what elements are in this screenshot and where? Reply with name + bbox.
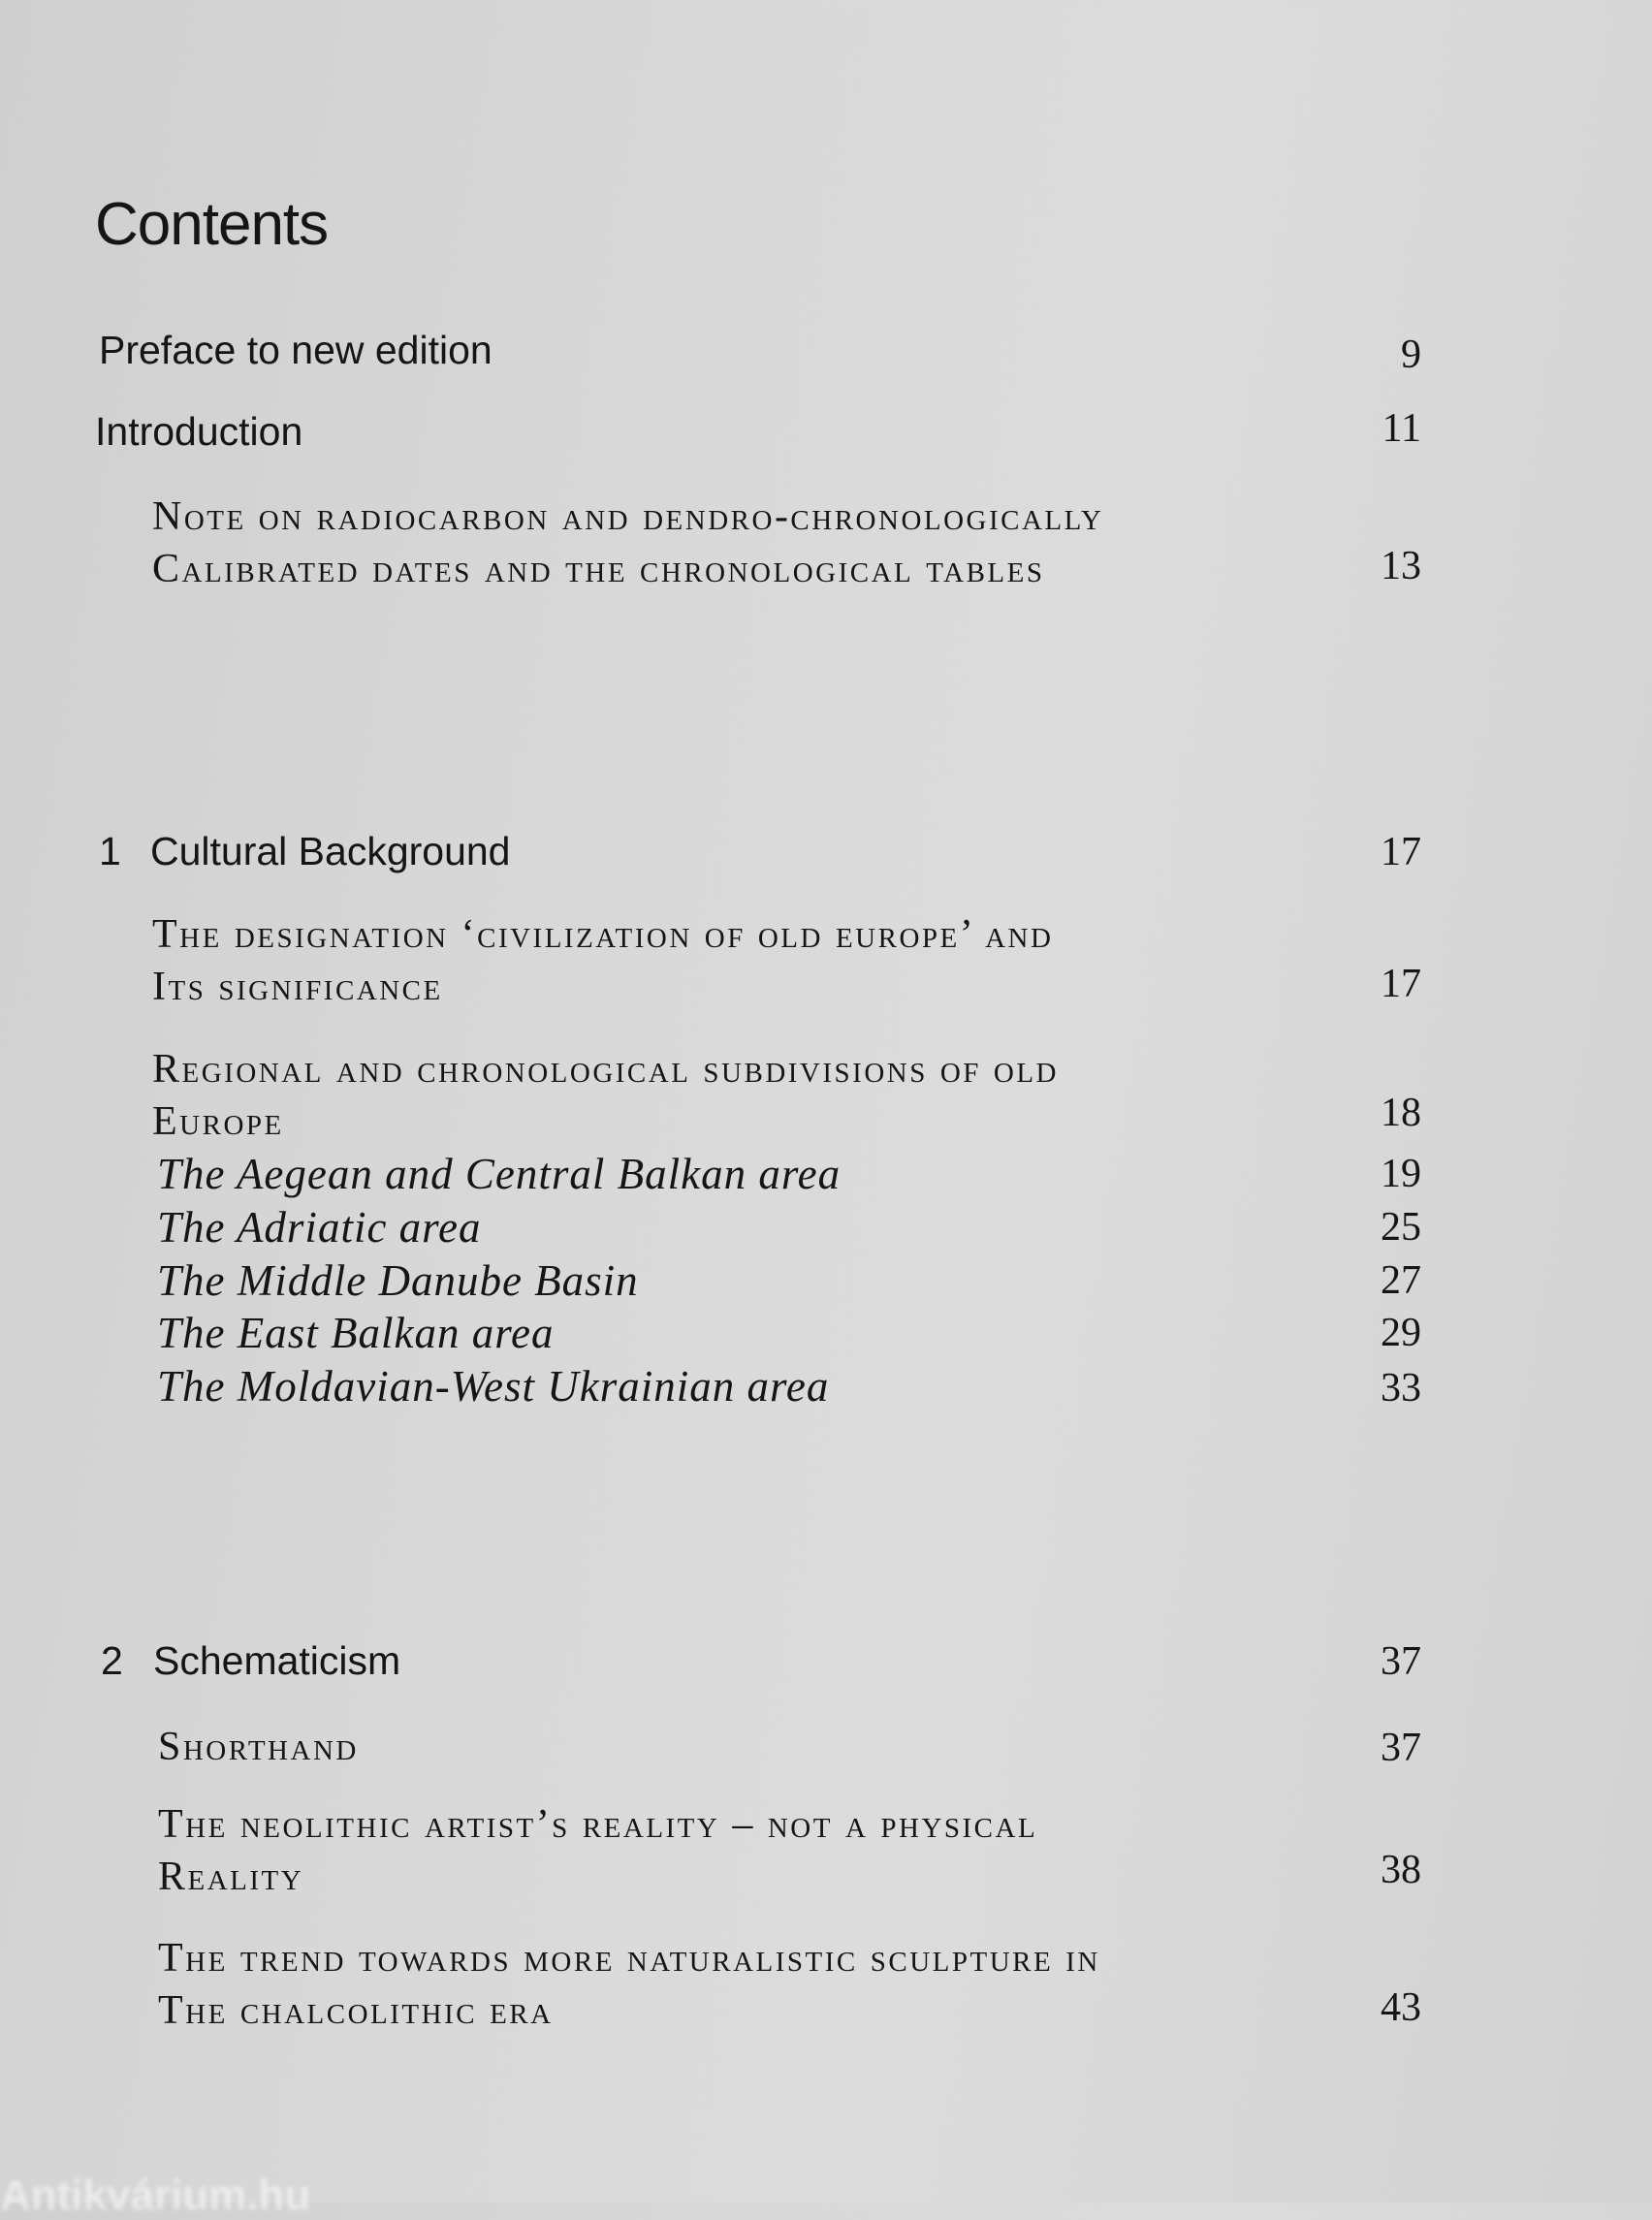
toc-page-number: 38 xyxy=(1381,1848,1421,1892)
toc-section-label: The neolithic artist’s reality – not a physical Reality xyxy=(158,1802,1038,1899)
toc-page-number: 17 xyxy=(1381,962,1421,1006)
chapter-title: Cultural Background xyxy=(150,829,511,873)
chapter-number: 1 xyxy=(99,829,121,873)
toc-page-number: 17 xyxy=(1381,830,1421,874)
toc-section-label: The trend towards more naturalistic sculpture in The chalcolithic era xyxy=(158,1936,1100,2033)
chapter-number: 2 xyxy=(101,1638,123,1683)
chapter-title: Schematicism xyxy=(153,1638,401,1683)
page-title: Contents xyxy=(95,191,329,258)
toc-entry-label: Introduction xyxy=(95,409,303,454)
toc-page-number: 27 xyxy=(1381,1258,1421,1303)
toc-page-number: 18 xyxy=(1381,1091,1421,1135)
toc-section-label: Regional and chronological subdivisions of old Europe xyxy=(152,1047,1060,1144)
toc-subsection-label: The Middle Danube Basin xyxy=(157,1256,639,1305)
toc-entry-label: Preface to new edition xyxy=(99,328,492,372)
toc-section-label: Note on radiocarbon and dendro-chronologically Calibrated dates and the chronological tables xyxy=(152,494,1104,591)
watermark: Antikvárium.hu xyxy=(0,2172,311,2219)
toc-subsection-label: The East Balkan area xyxy=(157,1309,555,1357)
toc-page-number: 13 xyxy=(1381,544,1421,588)
toc-subsection-label: The Moldavian-West Ukrainian area xyxy=(157,1362,830,1411)
toc-page-number: 11 xyxy=(1382,406,1421,451)
toc-page-number: 43 xyxy=(1381,1985,1421,2030)
toc-subsection-label: The Aegean and Central Balkan area xyxy=(157,1150,842,1198)
toc-section-label: Shorthand xyxy=(158,1725,359,1769)
toc-page-number: 37 xyxy=(1381,1639,1421,1684)
toc-page-number: 29 xyxy=(1381,1311,1421,1355)
toc-page-number: 33 xyxy=(1381,1366,1421,1411)
toc-page-number: 19 xyxy=(1381,1152,1421,1196)
toc-subsection-label: The Adriatic area xyxy=(157,1203,482,1252)
toc-page-number: 37 xyxy=(1381,1726,1421,1770)
toc-section-label: The designation ‘civilization of old europe’ and Its significance xyxy=(152,912,1054,1009)
toc-page-number: 9 xyxy=(1401,333,1421,377)
toc-page-number: 25 xyxy=(1381,1205,1421,1250)
